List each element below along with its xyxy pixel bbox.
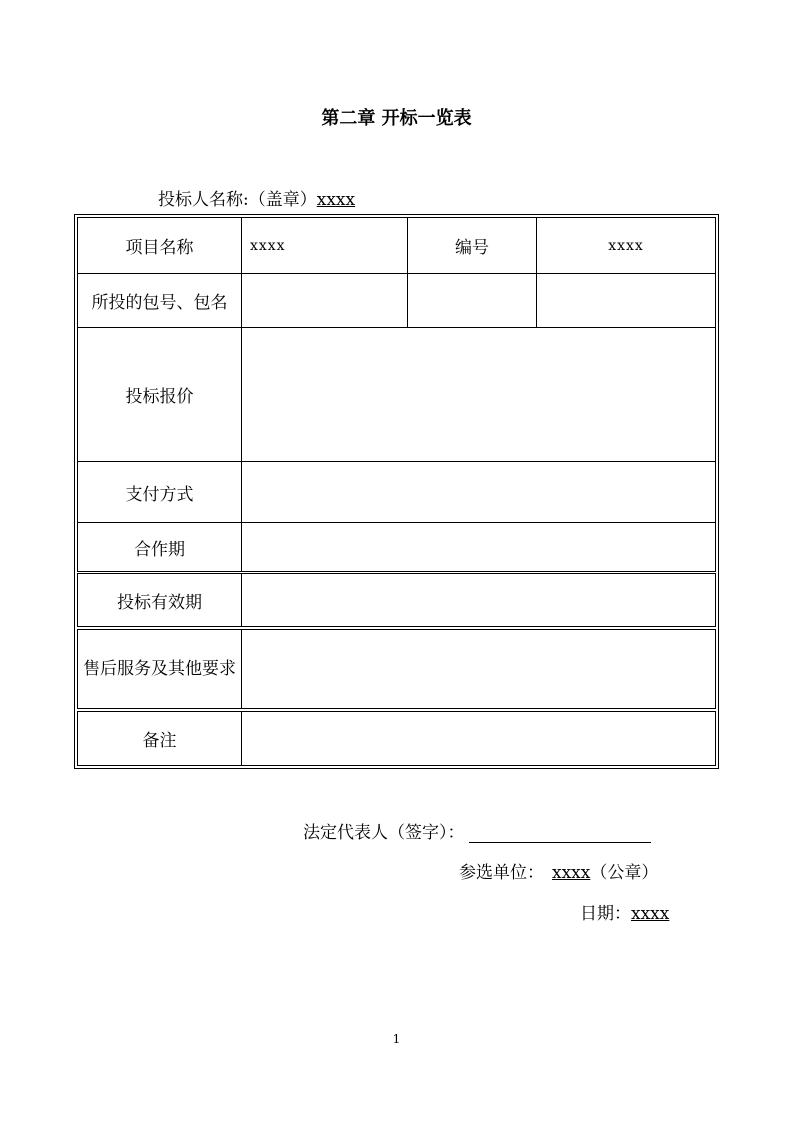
package-value-cell-1 [241, 273, 408, 328]
bidder-name-value: xxxx [316, 190, 356, 210]
page-number: 1 [392, 1032, 401, 1046]
after-sales-value-cell [241, 629, 716, 709]
package-value-cell-2 [407, 273, 537, 328]
participating-unit-line [459, 858, 658, 883]
date-value: xxxx [631, 904, 670, 924]
remarks-label-cell [77, 711, 242, 766]
bid-price-value-cell [241, 327, 716, 462]
validity-label-cell [77, 573, 242, 627]
date-label: 日期： [580, 904, 631, 924]
payment-label-cell [77, 461, 242, 523]
remarks-value-cell [241, 711, 716, 766]
bidder-name-label: 投标人名称:（盖章） [158, 190, 317, 210]
document-title: 第二章 开标一览表 [321, 108, 472, 129]
number-value: xxxx [608, 237, 644, 254]
project-name-value-cell [241, 217, 408, 274]
validity-label: 投标有效期 [117, 592, 202, 613]
number-label: 编号 [455, 238, 489, 258]
after-sales-label: 售后服务及其他要求 [83, 659, 236, 679]
project-name-label-cell [77, 217, 242, 274]
legal-rep-label: 法定代表人（签字）： [303, 823, 465, 843]
package-label: 所投的包号、包名 [91, 293, 228, 313]
signature-underline [469, 822, 651, 843]
number-label-cell [407, 217, 537, 274]
bid-opening-table [74, 214, 719, 769]
number-value-cell [536, 217, 716, 274]
date-line [580, 899, 669, 924]
unit-label: 参选单位： [459, 863, 544, 883]
project-name-value: xxxx [250, 237, 286, 254]
bid-price-label-cell [77, 327, 242, 462]
unit-value: xxxx [552, 863, 591, 883]
cooperation-value-cell [241, 522, 716, 572]
package-label-cell [77, 273, 242, 328]
cooperation-label-cell [77, 522, 242, 572]
bidder-name-line [158, 185, 355, 210]
remarks-label: 备注 [142, 731, 177, 751]
legal-rep-signature-line [303, 818, 651, 843]
payment-label: 支付方式 [125, 484, 194, 505]
payment-value-cell [241, 461, 716, 523]
unit-suffix: （公章） [590, 863, 659, 883]
package-value-cell-3 [536, 273, 716, 328]
bid-price-label: 投标报价 [125, 387, 194, 407]
after-sales-label-cell [77, 629, 242, 709]
validity-value-cell [241, 573, 716, 627]
cooperation-label: 合作期 [134, 539, 185, 560]
project-name-label: 项目名称 [125, 238, 194, 258]
